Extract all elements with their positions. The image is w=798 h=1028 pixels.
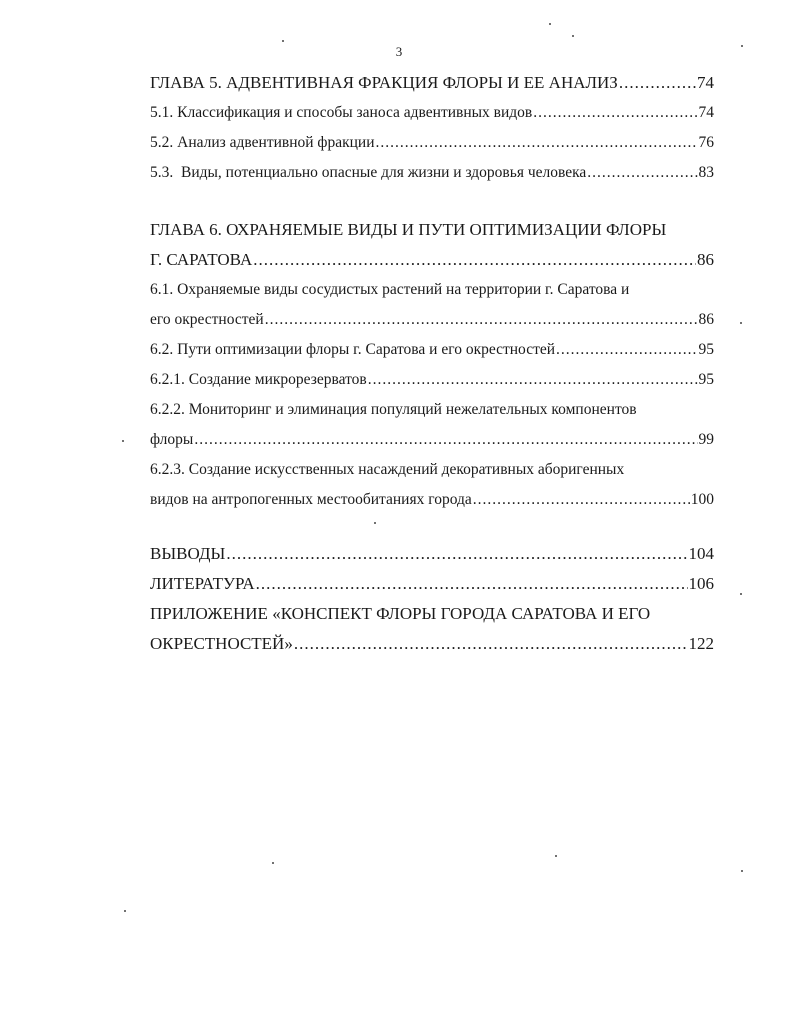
toc-appendix	[150, 629, 714, 659]
dot-leader	[376, 128, 698, 158]
page-number: 3	[395, 44, 403, 59]
toc-section-6-2-3-title	[150, 455, 714, 485]
toc-entry-title: 6.2.3. Создание искусственных насаждений декоративных аборигенных	[150, 461, 625, 478]
toc-section-6-2-2-title	[150, 395, 714, 425]
dot-leader	[533, 98, 697, 128]
dot-leader	[619, 68, 696, 98]
toc-chapter-5	[150, 68, 714, 98]
toc-entry-title: ВЫВОДЫ	[150, 544, 226, 563]
scan-speck	[282, 40, 284, 42]
toc-entry-page: 86	[698, 311, 714, 328]
toc-entry-title: ПРИЛОЖЕНИЕ «КОНСПЕКТ ФЛОРЫ ГОРОДА САРАТОВА И ЕГО	[150, 604, 651, 623]
scan-speck	[555, 855, 557, 857]
dot-leader	[226, 539, 687, 569]
toc-entry-page: 106	[688, 574, 714, 593]
scan-speck	[122, 440, 124, 442]
toc-conclusions	[150, 539, 714, 569]
scan-speck	[374, 522, 376, 524]
toc-entry-title: 5.3. Виды, потенциально опасные для жизни и здоровья человека	[150, 164, 587, 181]
toc-entry-title: 5.1. Классификация и способы заноса адвентивных видов	[150, 104, 533, 121]
scan-speck	[741, 45, 743, 47]
toc-entry-page: 100	[690, 491, 714, 508]
toc-section-6-1	[150, 305, 714, 335]
dot-leader	[587, 158, 697, 188]
toc-section-5-2	[150, 128, 714, 158]
toc-section-6-2	[150, 335, 714, 365]
scan-speck	[124, 910, 126, 912]
scan-speck	[740, 322, 742, 324]
toc-section-6-2-2	[150, 425, 714, 455]
spacer	[150, 188, 714, 215]
table-of-contents	[150, 68, 714, 659]
toc-entry-page: 99	[698, 431, 714, 448]
dot-leader	[556, 335, 697, 365]
toc-section-5-1	[150, 98, 714, 128]
toc-entry-title: видов на антропогенных местообитаниях города	[150, 491, 472, 508]
toc-entry-page: 95	[698, 371, 714, 388]
toc-entry-title: 6.2. Пути оптимизации флоры г. Саратова и его окрестностей	[150, 341, 556, 358]
scan-speck	[572, 35, 574, 37]
toc-entry-title: ГЛАВА 5. АДВЕНТИВНАЯ ФРАКЦИЯ ФЛОРЫ И ЕЕ АНАЛИЗ	[150, 73, 618, 92]
scan-speck	[272, 862, 274, 864]
dot-leader	[256, 569, 688, 599]
toc-entry-title: 6.2.1. Создание микрорезерватов	[150, 371, 367, 388]
dot-leader	[194, 425, 697, 455]
toc-entry-page: 122	[688, 634, 714, 653]
toc-section-6-2-3	[150, 485, 714, 515]
dot-leader	[265, 305, 698, 335]
toc-section-6-1-title	[150, 275, 714, 305]
toc-literature	[150, 569, 714, 599]
dot-leader	[294, 629, 688, 659]
toc-chapter-6	[150, 245, 714, 275]
toc-entry-title: ГЛАВА 6. ОХРАНЯЕМЫЕ ВИДЫ И ПУТИ ОПТИМИЗАЦИИ ФЛОРЫ	[150, 220, 667, 239]
toc-entry-page: 83	[698, 164, 714, 181]
toc-entry-title: 6.1. Охраняемые виды сосудистых растений на территории г. Саратова и	[150, 281, 630, 298]
dot-leader	[253, 245, 696, 275]
toc-entry-title: флоры	[150, 431, 194, 448]
toc-entry-page: 104	[688, 544, 714, 563]
dot-leader	[473, 485, 690, 515]
spacer	[150, 515, 714, 539]
toc-entry-title: его окрестностей	[150, 311, 264, 328]
toc-entry-page: 76	[698, 134, 714, 151]
toc-appendix-title	[150, 599, 714, 629]
toc-entry-page: 74	[697, 73, 714, 92]
toc-entry-page: 95	[698, 341, 714, 358]
toc-entry-title: 6.2.2. Мониторинг и элиминация популяций нежелательных компонентов	[150, 401, 637, 418]
scan-speck	[740, 593, 742, 595]
toc-section-6-2-1	[150, 365, 714, 395]
toc-entry-title: ЛИТЕРАТУРА	[150, 574, 255, 593]
toc-entry-page: 74	[698, 104, 714, 121]
scan-speck	[741, 870, 743, 872]
dot-leader	[368, 365, 698, 395]
toc-entry-title: ОКРЕСТНОСТЕЙ»	[150, 634, 293, 653]
toc-section-5-3	[150, 158, 714, 188]
toc-entry-title: 5.2. Анализ адвентивной фракции	[150, 134, 375, 151]
toc-entry-title: Г. САРАТОВА	[150, 250, 253, 269]
scan-speck	[549, 23, 551, 25]
toc-entry-page: 86	[697, 250, 714, 269]
toc-chapter-6-title	[150, 215, 714, 245]
